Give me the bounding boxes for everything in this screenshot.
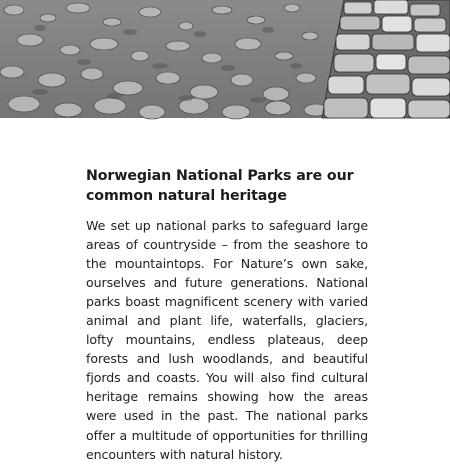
- page-heading: Norwegian National Parks are our common natural heritage: [86, 168, 354, 204]
- stone-cairn-photo: [0, 0, 450, 118]
- landscape-photo: [0, 0, 450, 118]
- body-paragraph: We set up national parks to safeguard large areas of countryside – from the seashore to the mountaintops. For Nature’s own sake, ourselves and future generations. National parks boast magnificent scenery with varied animal and plant life, waterfalls, glaciers, lofty mountains, endless plateaus, deep forests and lush woodlands, and beautiful fjords and coasts. You will also find cultural heritage remains showing how the areas were used in the past. The national parks offer a multitude of opportunities for thrilling encounters with natural history.: [86, 218, 368, 462]
